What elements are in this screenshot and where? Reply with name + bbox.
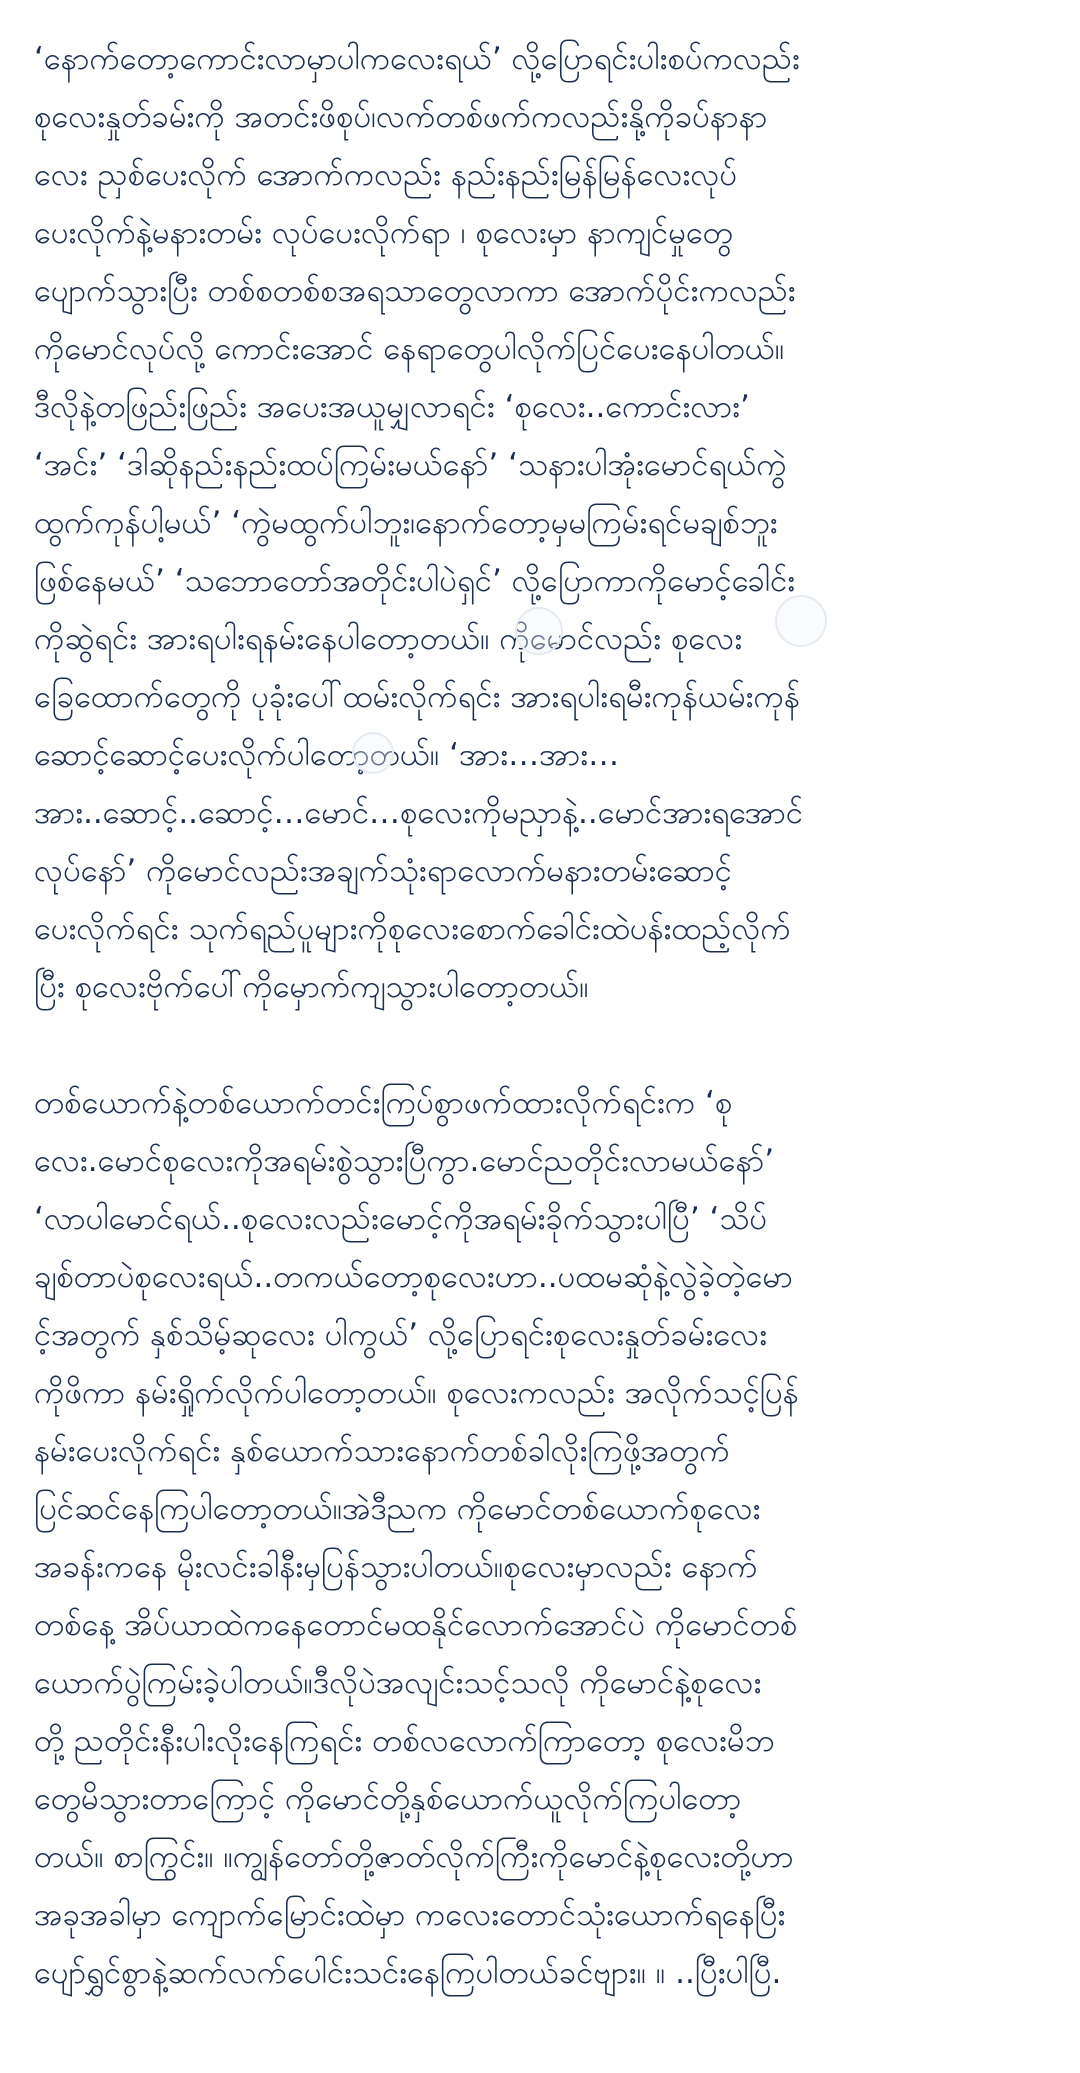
paragraph-1: ‘နောက်တော့ကောင်းလာမှာပါကလေးရယ်’ လို့ပြောရင်းပါးစပ်ကလည်း စုလေးနှုတ်ခမ်းကို အတင်းဖိစုပ်၊လက်တစ်ဖက်ကလည်းနို့ကိုခပ်နာနာ လေး ညှစ်ပေးလိုက် အောက်ကလည်း နည်းနည်းမြန်မြန်လေးလုပ် ပေးလိုက်နဲ့မနားတမ်း လုပ်ပေးလိုက်ရာ ၊ စုလေးမှာ နာကျင်မှုတွေ ပျောက်သွားပြီး တစ်စတစ်စအရသာတွေလာကာ အောက်ပိုင်းကလည်း ကိုမောင်လုပ်လို့ ကောင်းအောင် နေရာတွေပါလိုက်ပြင်ပေးနေပါတယ်။ ဒီလိုနဲ့တဖြည်းဖြည်း အပေးအယူမျှလာရင်း ‘စုလေး..ကောင်းလား’ ‘အင်း’ ‘ဒါဆိုနည်းနည်းထပ်ကြမ်းမယ်နော်’ ‘သနားပါအုံးမောင်ရယ်ကွဲ ထွက်ကုန်ပါ့မယ်’ ‘ကွဲမထွက်ပါဘူး၊နောက်တော့မှမကြမ်းရင်မချစ်ဘူး ဖြစ်နေမယ်’ ‘သဘောတော်အတိုင်းပါပဲရှင်’ လို့ပြောကာကိုမောင့်ခေါင်း ကိုဆွဲရင်း အားရပါးရနမ်းနေပါတော့တယ်။ ကိုမောင်လည်း စုလေး ခြေထောက်တွေကို ပုခုံးပေါ်ထမ်းလိုက်ရင်း အားရပါးရမီးကုန်ယမ်းကုန် ဆောင့်ဆောင့်ပေးလိုက်ပါတော့တယ်။ ‘အား…အား… အား..ဆောင့်..ဆောင့်…မောင်…စုလေးကိုမညှာနဲ့..မောင်အားရအောင် လုပ်နော်’ ကိုမောင်လည်းအချက်သုံးရာလောက်မနားတမ်းဆောင့် ပေးလိုက်ရင်း သုက်ရည်ပူများကိုစုလေးစောက်ခေါင်းထဲပန်းထည့်လိုက် ပြီး စုလေးဗိုက်ပေါ်ကိုမှောက်ကျသွားပါတော့တယ်။ [34, 41, 804, 1005]
paragraph-spacer [34, 1016, 1049, 1074]
paragraph-2: တစ်ယောက်နဲ့တစ်ယောက်တင်းကြပ်စွာဖက်ထားလိုက်ရင်းက ‘စု လေး.မောင်စုလေးကိုအရမ်းစွဲသွားပြီကွာ.မောင်ညတိုင်းလာမယ်နော်’ ‘လာပါမောင်ရယ်..စုလေးလည်းမောင့်ကိုအရမ်းခိုက်သွားပါပြီ’ ‘သိပ် ချစ်တာပဲစုလေးရယ်..တကယ်တော့စုလေးဟာ..ပထမဆုံနဲ့လွဲခဲ့တဲ့မော င့်အတွက် နှစ်သိမ့်ဆုလေး ပါကွယ်’ လို့ပြောရင်းစုလေးနှုတ်ခမ်းလေး ကိုဖိကာ နမ်းရှိုက်လိုက်ပါတော့တယ်။ စုလေးကလည်း အလိုက်သင့်ပြန် နမ်းပေးလိုက်ရင်း နှစ်ယောက်သားနောက်တစ်ခါလိုးကြဖို့အတွက် ပြင်ဆင်နေကြပါတော့တယ်။အဲဒီညက ကိုမောင်တစ်ယောက်စုလေး အခန်းကနေ မိုးလင်းခါနီးမှပြန်သွားပါတယ်။စုလေးမှာလည်း နောက် တစ်နေ့ အိပ်ယာထဲကနေတောင်မထနိုင်လောက်အောင်ပဲ ကိုမောင်တစ် ယောက်ပွဲကြမ်းခဲ့ပါတယ်။ဒီလိုပဲအလျင်းသင့်သလို ကိုမောင်နဲ့စုလေး တို့ ညတိုင်းနီးပါးလိုးနေကြရင်း တစ်လလောက်ကြာတော့ စုလေးမိဘ တွေမိသွားတာကြောင့် ကိုမောင်တို့နှစ်ယောက်ယူလိုက်ကြပါတော့ တယ်။ စာကြွင်း။ ။ကျွန်တော်တို့ဇာတ်လိုက်ကြီးကိုမောင်နဲ့စုလေးတို့ဟာ အခုအခါမှာ ကျောက်မြောင်းထဲမှာ ကလေးတောင်သုံးယောက်ရနေပြီး ပျော်ရွှင်စွာနဲ့ဆက်လက်ပေါင်းသင်းနေကြပါတယ်ခင်ဗျား။ ။ ..ပြီးပါပြီ. [34, 1085, 799, 1991]
touch-ripple-artifact [515, 607, 563, 655]
touch-ripple-artifact [775, 595, 827, 647]
touch-ripple-artifact [352, 732, 394, 774]
article-body [34, 30, 1049, 2002]
